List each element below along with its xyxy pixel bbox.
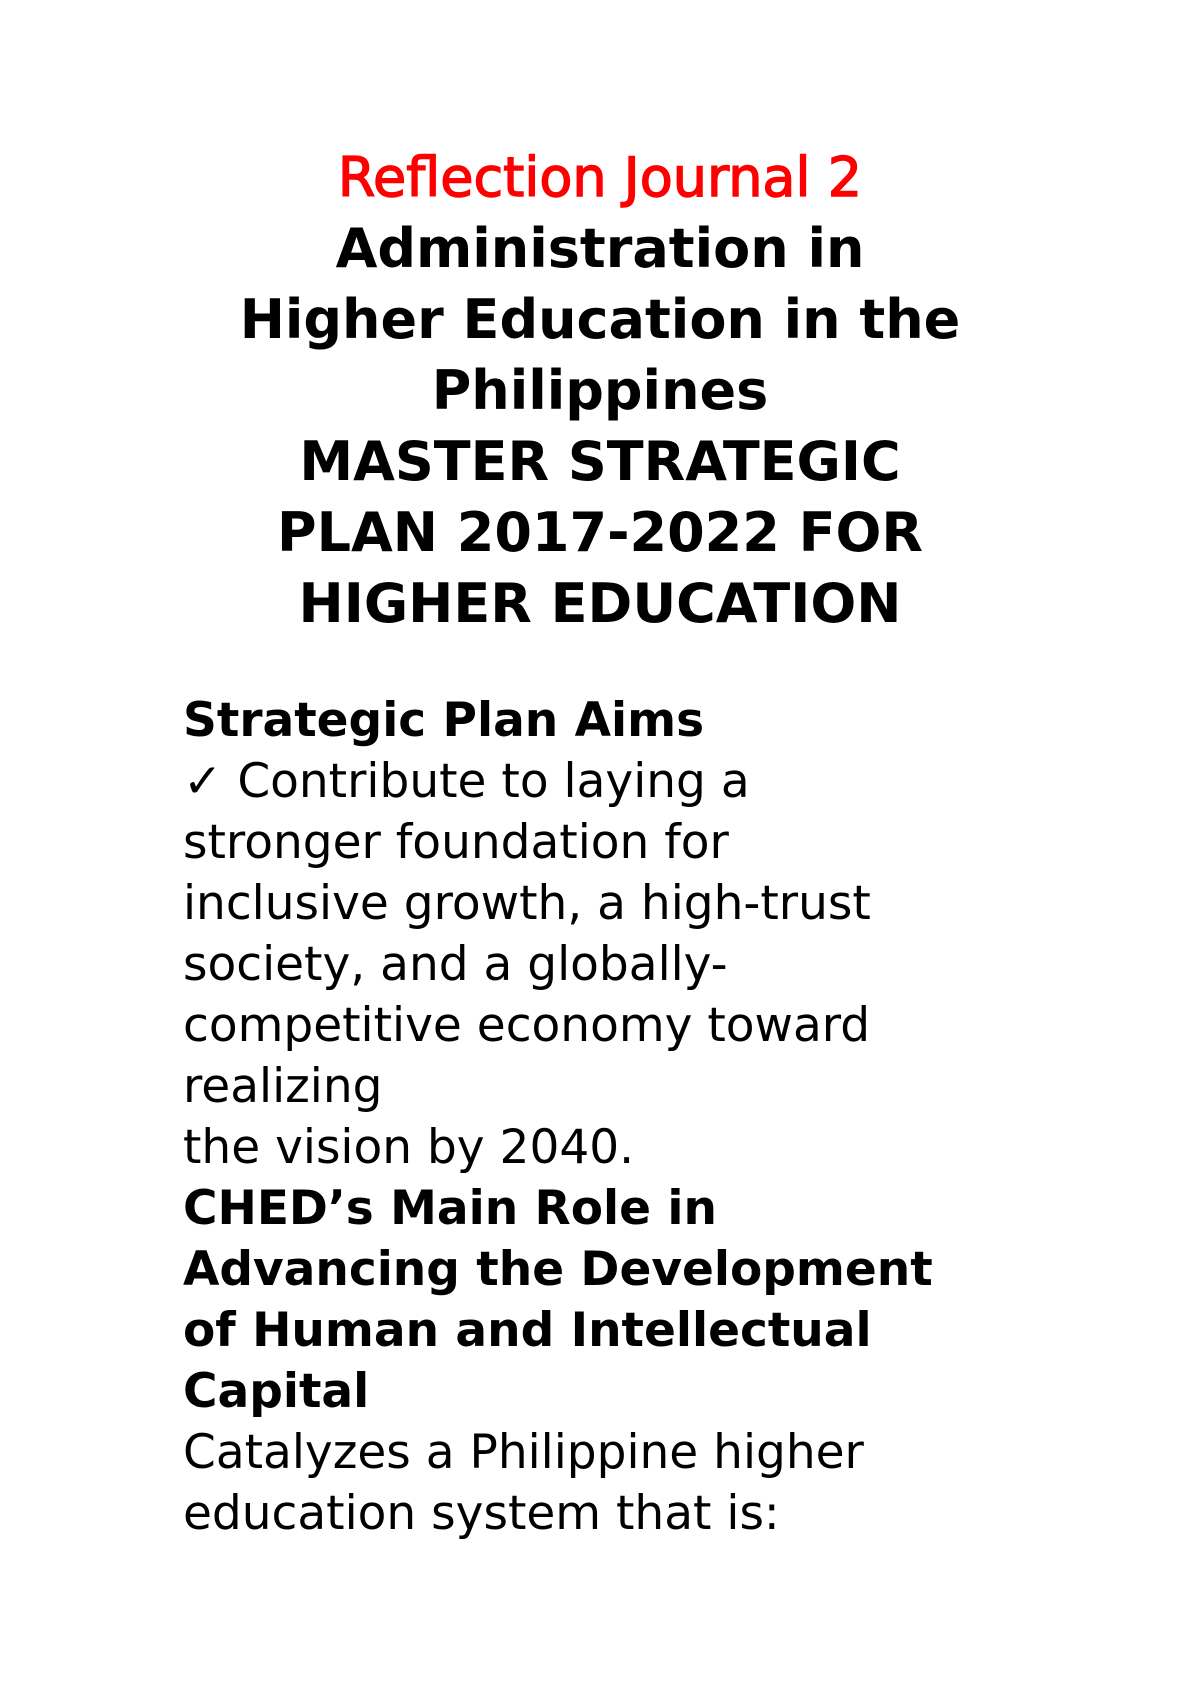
ched-role-body-line: education system that is: — [183, 1486, 780, 1541]
aims-line: inclusive growth, a high-trust — [183, 876, 871, 931]
aims-heading: Strategic Plan Aims — [183, 693, 705, 748]
ched-role-heading-line: of Human and Intellectual — [183, 1303, 872, 1358]
body-text — [183, 690, 1083, 1544]
aims-line: realizing — [183, 1059, 383, 1114]
aims-line: stronger foundation for — [183, 815, 729, 870]
journal-title: Reflection Journal 2 — [337, 146, 863, 209]
plan-title-line-3: HIGHER EDUCATION — [298, 572, 902, 635]
plan-title-line-2: PLAN 2017-2022 FOR — [277, 501, 923, 564]
ched-role-heading-line: Advancing the Development — [183, 1242, 933, 1297]
course-title-line-2: Higher Education in the — [239, 288, 961, 351]
ched-role-heading-line: Capital — [183, 1364, 370, 1419]
course-title-line-1: Administration in — [335, 217, 865, 280]
course-title-line-3: Philippines — [431, 359, 769, 422]
ched-role-body-line: Catalyzes a Philippine higher — [183, 1425, 864, 1480]
aims-line: ✓ Contribute to laying a — [183, 754, 750, 809]
aims-line: competitive economy toward — [183, 998, 871, 1053]
aims-line: society, and a globally- — [183, 937, 728, 992]
plan-title-line-1: MASTER STRATEGIC — [299, 430, 901, 493]
title-block — [100, 142, 1100, 639]
aims-line: the vision by 2040. — [183, 1120, 635, 1175]
ched-role-heading-line: CHED’s Main Role in — [183, 1181, 717, 1236]
